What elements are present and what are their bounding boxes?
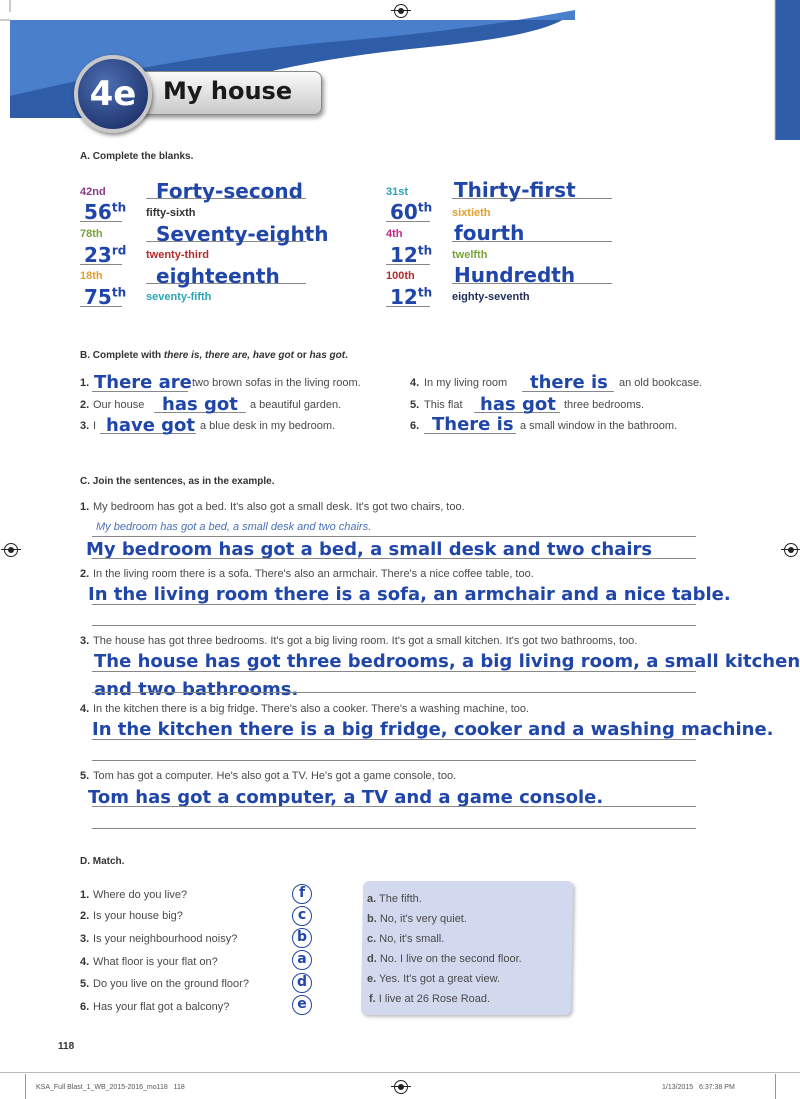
section-d-heading: D. Match.: [80, 856, 125, 867]
a-left-answer-4: 23rd: [84, 243, 127, 267]
a-right-answer-6: 12th: [390, 285, 433, 309]
d-option-f: [369, 993, 490, 1005]
d-answer-4-circle: a: [292, 950, 312, 970]
c-item-4-line-2: [92, 759, 696, 761]
d-question-6-num: 6.: [80, 1001, 90, 1013]
registration-mark-right-icon: [784, 543, 798, 557]
c-item-3-prompt: The house has got three bedrooms. It's got a big living room. It's got a small kitchen. It's got two bathrooms, too.: [93, 635, 638, 647]
d-option-c: [367, 933, 444, 945]
d-option-e-letter: e.: [367, 973, 377, 985]
c-item-4-answer: In the kitchen there is a big fridge, cooker and a washing machine.: [92, 719, 774, 740]
d-option-e: [367, 973, 500, 985]
a-right-prompt-2: sixtieth: [452, 207, 491, 219]
a-left-prompt-6: seventy-fifth: [146, 291, 212, 303]
d-answer-3-circle: b: [292, 928, 312, 948]
d-question-3-num: 3.: [80, 933, 90, 945]
a-right-answer-3: fourth: [454, 221, 525, 245]
a-right-prompt-6: eighty-seventh: [452, 291, 530, 303]
page-title: My house: [163, 77, 293, 105]
d-option-d-letter: d.: [367, 953, 377, 965]
d-option-c-letter: c.: [367, 933, 377, 945]
a-left-answer-1: Forty-second: [156, 179, 303, 203]
a-right-prompt-4: twelfth: [452, 249, 488, 261]
section-a-heading: A. Complete the blanks.: [80, 151, 194, 162]
c-item-5-num: 5.: [80, 770, 90, 782]
d-option-e-text: Yes. It's got a great view.: [379, 973, 500, 985]
d-question-4-num: 4.: [80, 956, 90, 968]
d-option-b: [367, 913, 467, 925]
section-b-heading-end: .: [345, 350, 348, 361]
d-option-f-text: I live at 26 Rose Road.: [378, 993, 491, 1005]
c-item-3-line-1: [92, 670, 696, 672]
unit-badge: [74, 55, 152, 133]
c-item-5-line-1: [92, 805, 696, 807]
b-item-3-num: 3.: [80, 420, 90, 432]
c-item-3-line-2: [92, 691, 696, 693]
a-right-prompt-1: 31st: [386, 186, 409, 198]
registration-mark-bottom-icon: [394, 1080, 408, 1094]
a-left-prompt-3: 78th: [80, 228, 103, 240]
d-question-1-num: 1.: [80, 889, 90, 901]
b-item-5-before: This flat: [424, 399, 463, 411]
a-left-prompt-4: twenty-third: [146, 249, 209, 261]
footer-left-crop: [25, 1074, 26, 1099]
d-answer-5-circle: d: [292, 973, 312, 993]
b-item-5-answer: has got: [480, 394, 556, 415]
a-left-prompt-2: fifty-sixth: [146, 207, 196, 219]
d-question-2-text: Is your house big?: [93, 910, 183, 922]
section-b-heading: [80, 350, 348, 361]
d-answer-6-circle: e: [292, 995, 312, 1015]
c-item-2-line-1: [92, 603, 696, 605]
d-option-a-letter: a.: [367, 893, 377, 905]
d-question-2-num: 2.: [80, 910, 90, 922]
b-item-3-after: a blue desk in my bedroom.: [200, 420, 336, 432]
b-item-2-num: 2.: [80, 399, 90, 411]
d-option-d: [367, 953, 522, 965]
d-answer-2-circle: c: [292, 906, 312, 926]
b-item-2-answer: has got: [162, 394, 238, 415]
d-question-3-text: Is your neighbourhood noisy?: [93, 933, 238, 945]
b-item-6-after: a small window in the bathroom.: [520, 420, 678, 432]
a-left-prompt-5: 18th: [80, 270, 103, 282]
d-answer-1-circle: f: [292, 884, 312, 904]
b-item-2-after: a beautiful garden.: [250, 399, 342, 411]
b-item-2-before: Our house: [93, 399, 145, 411]
d-option-c-text: No, it's small.: [379, 933, 445, 945]
footer-file-info: KSA_Full Blast_1_WB_2015-2016_mo118 118: [36, 1084, 185, 1091]
a-right-prompt-3: 4th: [386, 228, 403, 240]
footer-right-crop: [775, 1074, 776, 1099]
b-item-5-after: three bedrooms.: [564, 399, 645, 411]
a-left-answer-2: 56th: [84, 200, 127, 224]
c-item-2-prompt: In the living room there is a sofa. There's also an armchair. There's a nice coffee table, too.: [93, 568, 534, 580]
d-question-1-text: Where do you live?: [93, 889, 188, 901]
b-item-1-after: two brown sofas in the living room.: [192, 377, 361, 389]
d-option-d-text: No. I live on the second floor.: [379, 953, 522, 965]
a-left-prompt-1: 42nd: [80, 186, 106, 198]
b-item-3-before: I: [93, 420, 97, 432]
a-left-answer-5: eighteenth: [156, 264, 280, 288]
footer-timestamp: 1/13/2015 6:37:38 PM: [662, 1084, 735, 1091]
c-item-4-num: 4.: [80, 703, 90, 715]
d-option-b-text: No, it's very quiet.: [379, 913, 467, 925]
a-right-answer-2: 60th: [390, 200, 433, 224]
c-item-2-answer: In the living room there is a sofa, an armchair and a nice table.: [88, 584, 731, 605]
b-item-5-num: 5.: [410, 399, 420, 411]
b-item-6-answer: There is: [432, 414, 514, 435]
b-item-6-num: 6.: [410, 420, 420, 432]
a-right-answer-5: Hundredth: [454, 263, 576, 287]
d-option-a: [367, 893, 422, 905]
c-item-3-answer-2: and two bathrooms.: [94, 679, 299, 700]
c-item-1-line-1: [92, 535, 696, 537]
c-item-3-answer-1: The house has got three bedrooms, a big living room, a small kitchen: [94, 651, 800, 672]
section-b-heading-or: or: [293, 350, 310, 361]
section-b-heading-options: there is, there are, have got: [163, 350, 294, 361]
c-item-1-line-2: [92, 557, 696, 559]
b-item-4-after: an old bookcase.: [619, 377, 703, 389]
unit-badge-label: 4e: [89, 74, 137, 114]
d-option-b-letter: b.: [367, 913, 377, 925]
c-item-1-prompt: My bedroom has got a bed. It's also got a small desk. It's got two chairs, too.: [93, 501, 465, 513]
section-c-heading: C. Join the sentences, as in the example.: [80, 476, 275, 487]
page-number: 118: [58, 1041, 75, 1052]
c-item-5-line-2: [92, 827, 696, 829]
a-right-answer-4: 12th: [390, 243, 433, 267]
d-question-5-text: Do you live on the ground floor?: [93, 978, 249, 990]
d-question-6-text: Has your flat got a balcony?: [93, 1001, 230, 1013]
c-item-4-line-1: [92, 738, 696, 740]
a-right-answer-1: Thirty-first: [454, 178, 576, 202]
registration-mark-icon: [394, 4, 408, 18]
section-b-heading-last: has got: [309, 350, 346, 361]
c-item-4-prompt: In the kitchen there is a big fridge. There's also a cooker. There's a washing machine, too.: [93, 703, 530, 715]
b-item-1-num: 1.: [80, 377, 90, 389]
c-item-5-answer: Tom has got a computer, a TV and a game console.: [88, 787, 604, 808]
c-item-2-num: 2.: [80, 568, 90, 580]
d-question-4-text: What floor is your flat on?: [93, 956, 218, 968]
c-example-answer: My bedroom has got a bed, a small desk and two chairs.: [96, 521, 372, 533]
a-left-answer-3: Seventy-eighth: [156, 222, 329, 246]
a-right-prompt-5: 100th: [386, 270, 415, 282]
c-item-1-answer: My bedroom has got a bed, a small desk and two chairs: [86, 539, 653, 560]
b-item-1-answer: There are: [94, 372, 192, 393]
c-item-3-num: 3.: [80, 635, 90, 647]
d-option-a-text: The fifth.: [379, 893, 422, 905]
section-b-heading-pre: B. Complete with: [80, 350, 164, 361]
a-left-answer-6: 75th: [84, 285, 127, 309]
b-item-3-answer: have got: [106, 415, 196, 436]
c-item-5-prompt: Tom has got a computer. He's also got a TV. He's got a game console, too.: [93, 770, 457, 782]
c-item-1-num: 1.: [80, 501, 90, 513]
b-item-4-answer: there is: [530, 372, 608, 393]
footer-rule: [0, 1072, 800, 1073]
d-option-f-letter: f.: [369, 993, 376, 1005]
b-item-4-num: 4.: [410, 377, 420, 389]
c-item-2-line-2: [92, 624, 696, 626]
b-item-4-before: In my living room: [424, 377, 508, 389]
d-question-5-num: 5.: [80, 978, 90, 990]
registration-mark-left-icon: [4, 543, 18, 557]
